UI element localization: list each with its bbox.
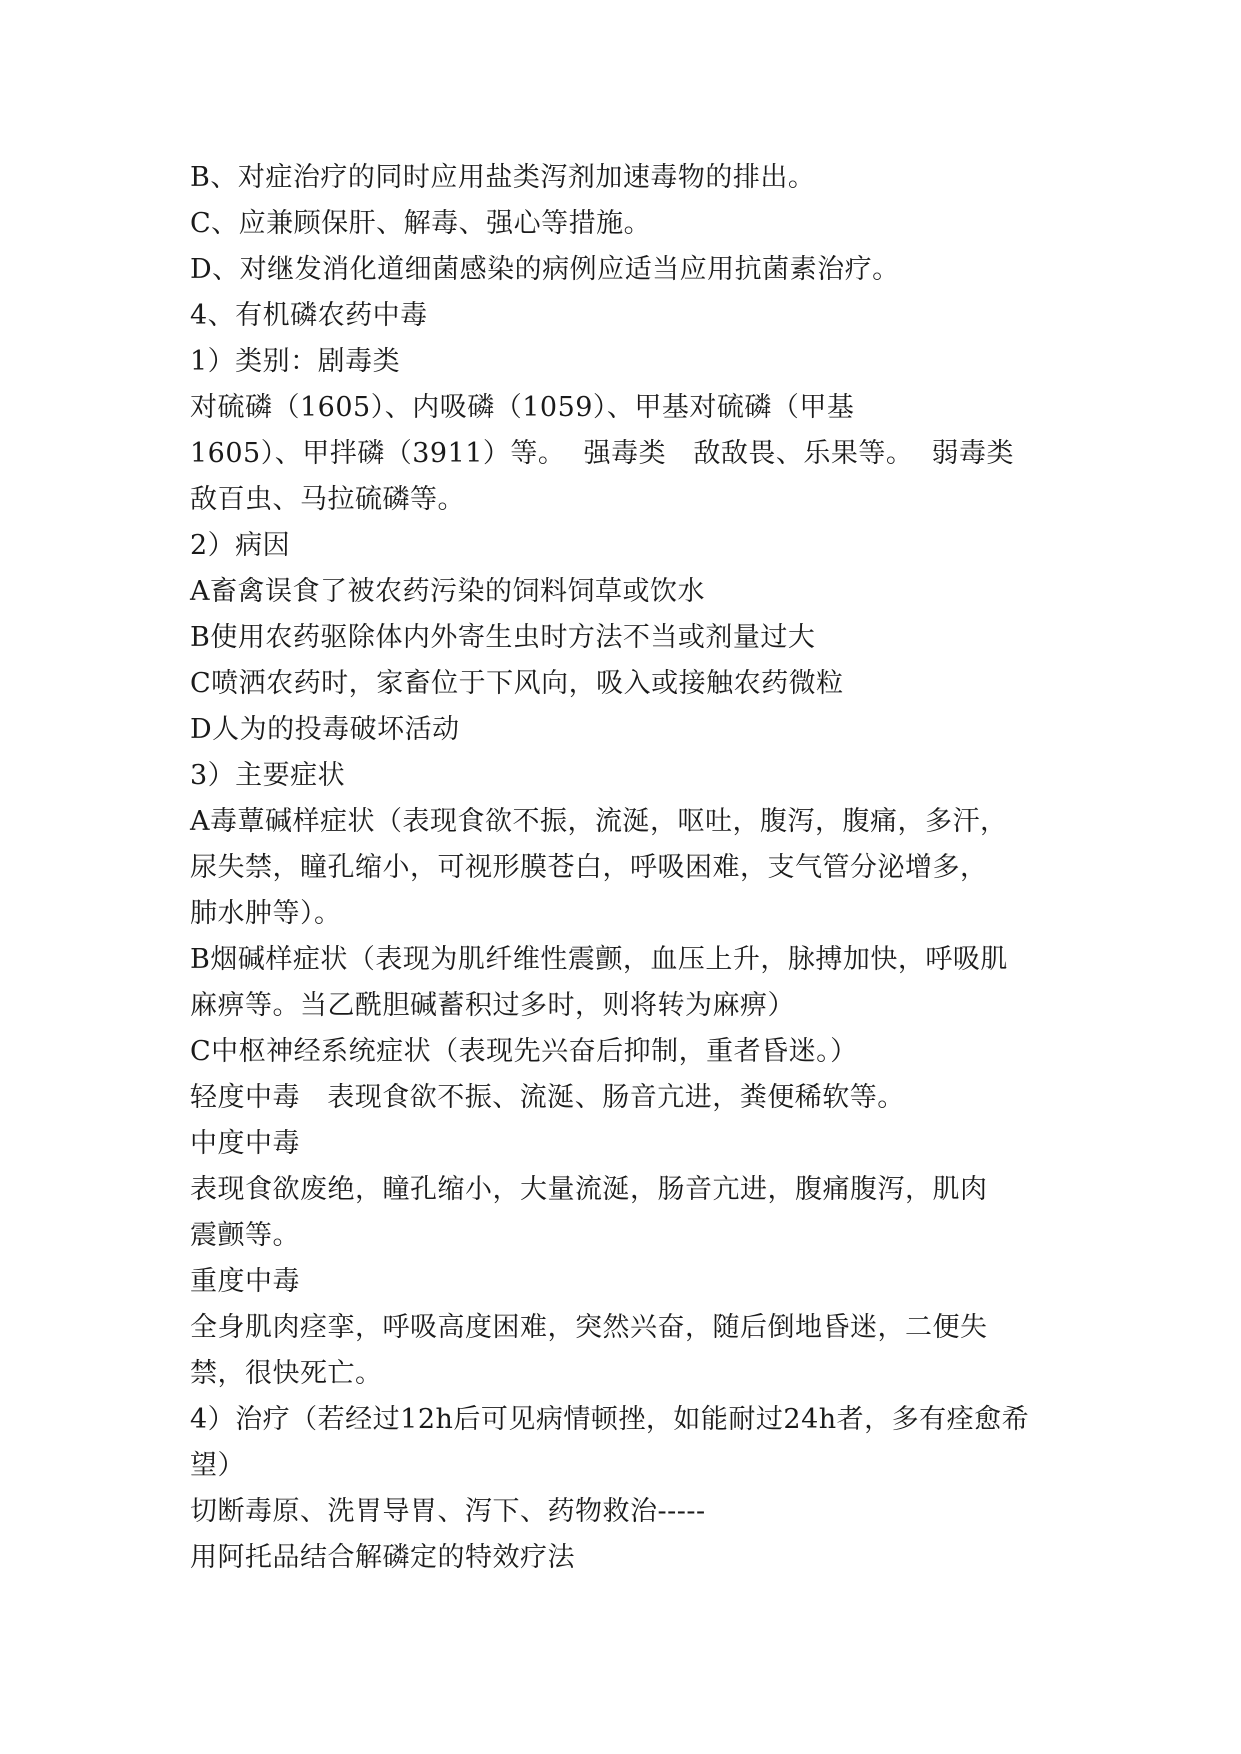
text-line: 轻度中毒 表现食欲不振、流涎、肠音亢进，粪便稀软等。	[190, 1082, 905, 1113]
text-line: B、对症治疗的同时应用盐类泻剂加速毒物的排出。	[190, 162, 816, 193]
document-body	[190, 155, 1070, 1581]
text-line: 敌百虫、马拉硫磷等。	[190, 484, 465, 515]
text-line: 尿失禁，瞳孔缩小，可视形膜苍白，呼吸困难，支气管分泌增多，	[190, 852, 988, 883]
subsection-heading: 2）病因	[190, 530, 291, 561]
text-line: 中度中毒	[190, 1128, 300, 1159]
text-line: A毒蕈碱样症状（表现食欲不振，流涎，呕吐，腹泻，腹痛，多汗，	[190, 806, 1008, 837]
text-line: C喷洒农药时，家畜位于下风向，吸入或接触农药微粒	[190, 668, 844, 699]
subsection-heading: 3）主要症状	[190, 760, 346, 791]
text-line: 全身肌肉痉挛，呼吸高度困难，突然兴奋，随后倒地昏迷，二便失	[190, 1312, 988, 1343]
text-line: 肺水肿等）。	[190, 898, 342, 929]
text-line: 重度中毒	[190, 1266, 300, 1297]
text-line: 表现食欲废绝，瞳孔缩小，大量流涎，肠音亢进，腹痛腹泻，肌肉	[190, 1174, 988, 1205]
text-line: 震颤等。	[190, 1220, 300, 1251]
text-line: 1605）、甲拌磷（3911）等。 强毒类 敌敌畏、乐果等。 弱毒类	[190, 438, 1015, 469]
text-line: 对硫磷（1605）、内吸磷（1059）、甲基对硫磷（甲基	[190, 392, 855, 423]
text-line: 麻痹等。当乙酰胆碱蓄积过多时，则将转为麻痹）	[190, 990, 795, 1021]
text-line: D人为的投毒破坏活动	[190, 714, 460, 745]
text-line: 望）	[190, 1450, 245, 1481]
text-line: C中枢神经系统症状（表现先兴奋后抑制，重者昏迷。）	[190, 1036, 858, 1067]
text-line: 禁，很快死亡。	[190, 1358, 383, 1389]
text-line: 用阿托品结合解磷定的特效疗法	[190, 1542, 575, 1573]
text-line: B烟碱样症状（表现为肌纤维性震颤，血压上升，脉搏加快，呼吸肌	[190, 944, 1008, 975]
text-line: 切断毒原、洗胃导胃、泻下、药物救治-----	[190, 1496, 706, 1527]
text-line: A畜禽误食了被农药污染的饲料饲草或饮水	[190, 576, 705, 607]
text-line: B使用农药驱除体内外寄生虫时方法不当或剂量过大	[190, 622, 816, 653]
text-line: D、对继发消化道细菌感染的病例应适当应用抗菌素治疗。	[190, 254, 900, 285]
section-heading: 4、有机磷农药中毒	[190, 300, 428, 331]
text-line: C、应兼顾保肝、解毒、强心等措施。	[190, 208, 652, 239]
subsection-heading: 4）治疗（若经过12h后可见病情顿挫，如能耐过24h者，多有痊愈希	[190, 1404, 1030, 1435]
subsection-heading: 1）类别：剧毒类	[190, 346, 401, 377]
